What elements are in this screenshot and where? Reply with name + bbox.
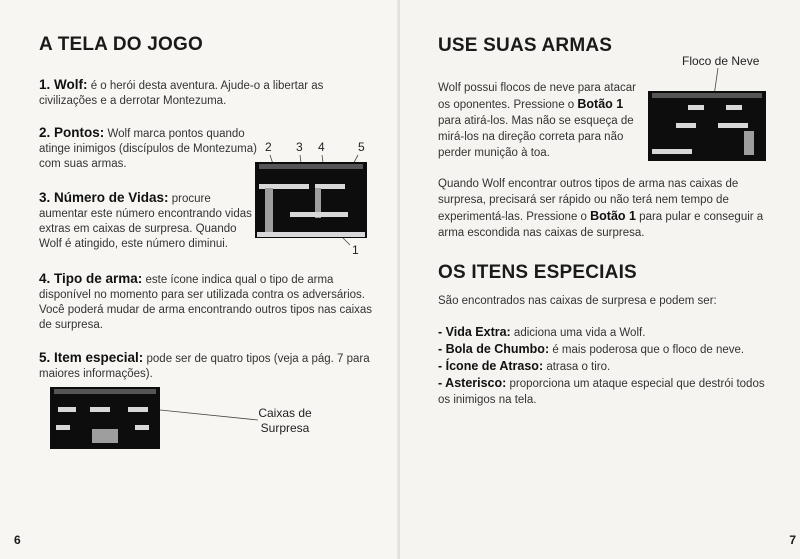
item-label: - Asterisco: xyxy=(438,376,507,390)
paragraph-flocos xyxy=(438,80,640,161)
list-item xyxy=(438,375,773,408)
item-label: - Ícone de Atraso: xyxy=(438,359,544,373)
surprise-box xyxy=(92,429,118,443)
platform xyxy=(135,425,149,430)
platform xyxy=(290,212,348,217)
platform xyxy=(726,105,742,110)
list-item xyxy=(438,358,773,375)
item-pontos xyxy=(39,125,257,172)
platform xyxy=(652,149,692,154)
itens-intro: São encontrados nas caixas de surpresa e podem ser: xyxy=(438,295,717,307)
platform xyxy=(676,123,696,128)
item-label: 1. Wolf: xyxy=(39,77,88,92)
botao-1-label: Botão 1 xyxy=(577,97,624,111)
platform xyxy=(718,123,748,128)
item-label: - Vida Extra: xyxy=(438,325,511,339)
callout-3: 3 xyxy=(296,140,303,154)
platform xyxy=(58,407,76,412)
item-vidas xyxy=(39,190,254,252)
item-label: 2. Pontos: xyxy=(39,125,105,140)
platform xyxy=(688,105,704,110)
item-text: Wolf marca pontos quando atinge inimigos (discípulos de Montezuma) com suas armas. xyxy=(39,128,257,170)
hud-bar xyxy=(259,164,363,169)
item-text: atrasa o tiro. xyxy=(546,361,611,373)
callout-4: 4 xyxy=(318,140,325,154)
list-item xyxy=(438,324,773,341)
list-item xyxy=(438,341,773,358)
page-title-use-suas-armas: USE SUAS ARMAS xyxy=(438,35,613,56)
page-number-right: 7 xyxy=(789,533,796,547)
paragraph-text: Wolf possui flocos de neve para atacar os oponentes. Pressione o xyxy=(438,82,636,111)
hud-bar xyxy=(652,93,762,98)
callout-2: 2 xyxy=(265,140,272,154)
game-screenshot-caixas xyxy=(50,387,160,449)
page-number-left: 6 xyxy=(14,533,21,547)
item-text: é o herói desta aventura. Ajude-o a libertar as civilizações e a derrotar Montezuma. xyxy=(39,80,324,107)
game-screenshot-hud xyxy=(255,162,367,238)
paragraph-text: para atirá-los. Mas não se esqueça de mirá-los na direção correta para não perder munição à toa. xyxy=(438,115,634,159)
caixas-line xyxy=(160,408,260,422)
callout-5: 5 xyxy=(358,140,365,154)
floor xyxy=(257,232,365,237)
item-label: 5. Item especial: xyxy=(39,350,144,365)
item-especial xyxy=(39,350,374,382)
botao-1-label: Botão 1 xyxy=(590,209,636,223)
platform xyxy=(56,425,70,430)
hud-bar xyxy=(54,389,156,394)
callout-1: 1 xyxy=(352,243,359,257)
platform xyxy=(128,407,148,412)
item-label: 4. Tipo de arma: xyxy=(39,271,143,286)
caixas-label: Caixas de Surpresa xyxy=(258,406,312,435)
item-label: 3. Número de Vidas: xyxy=(39,190,169,205)
item-text: pode ser de quatro tipos (veja a pág. 7 para maiores informações). xyxy=(39,353,370,380)
item-text: é mais poderosa que o floco de neve. xyxy=(552,344,745,356)
paragraph-outras-armas xyxy=(438,176,768,241)
item-text: adiciona uma vida a Wolf. xyxy=(513,327,646,339)
floco-label: Floco de Neve xyxy=(682,54,760,68)
itens-list xyxy=(438,324,773,408)
paragraph-text: para pular e conseguir a arma escondida nas caixas de surpresa. xyxy=(438,211,764,239)
pillar xyxy=(265,188,273,234)
section-title-itens-especiais: OS ITENS ESPECIAIS xyxy=(438,262,637,283)
item-tipo-arma xyxy=(39,271,374,333)
item-text: este ícone indica qual o tipo de arma disponível no momento para ser utilizada contra os adversários. Você poderá mudar de arma encontrando outros tipos nas caixas de surpresa. xyxy=(39,274,373,331)
item-label: - Bola de Chumbo: xyxy=(438,342,550,356)
game-screenshot-armas xyxy=(648,91,766,161)
page-title-tela-do-jogo: A TELA DO JOGO xyxy=(39,34,203,55)
item-wolf xyxy=(39,77,359,109)
platform xyxy=(90,407,110,412)
pillar xyxy=(744,131,754,155)
paragraph-text: Quando Wolf encontrar outros tipos de arma nas caixas de surpresa, precisará ser rápido ou não terá nem tempo de experimentá-las. Pressione o xyxy=(438,178,739,223)
item-text: proporciona um ataque especial que destrói todos os inimigos na tela. xyxy=(438,378,765,406)
right-page xyxy=(400,0,800,559)
item-text: procure aumentar este número encontrando vidas extras em caixas de surpresa. Quando Wolf é atingido, este número diminui. xyxy=(39,193,252,250)
